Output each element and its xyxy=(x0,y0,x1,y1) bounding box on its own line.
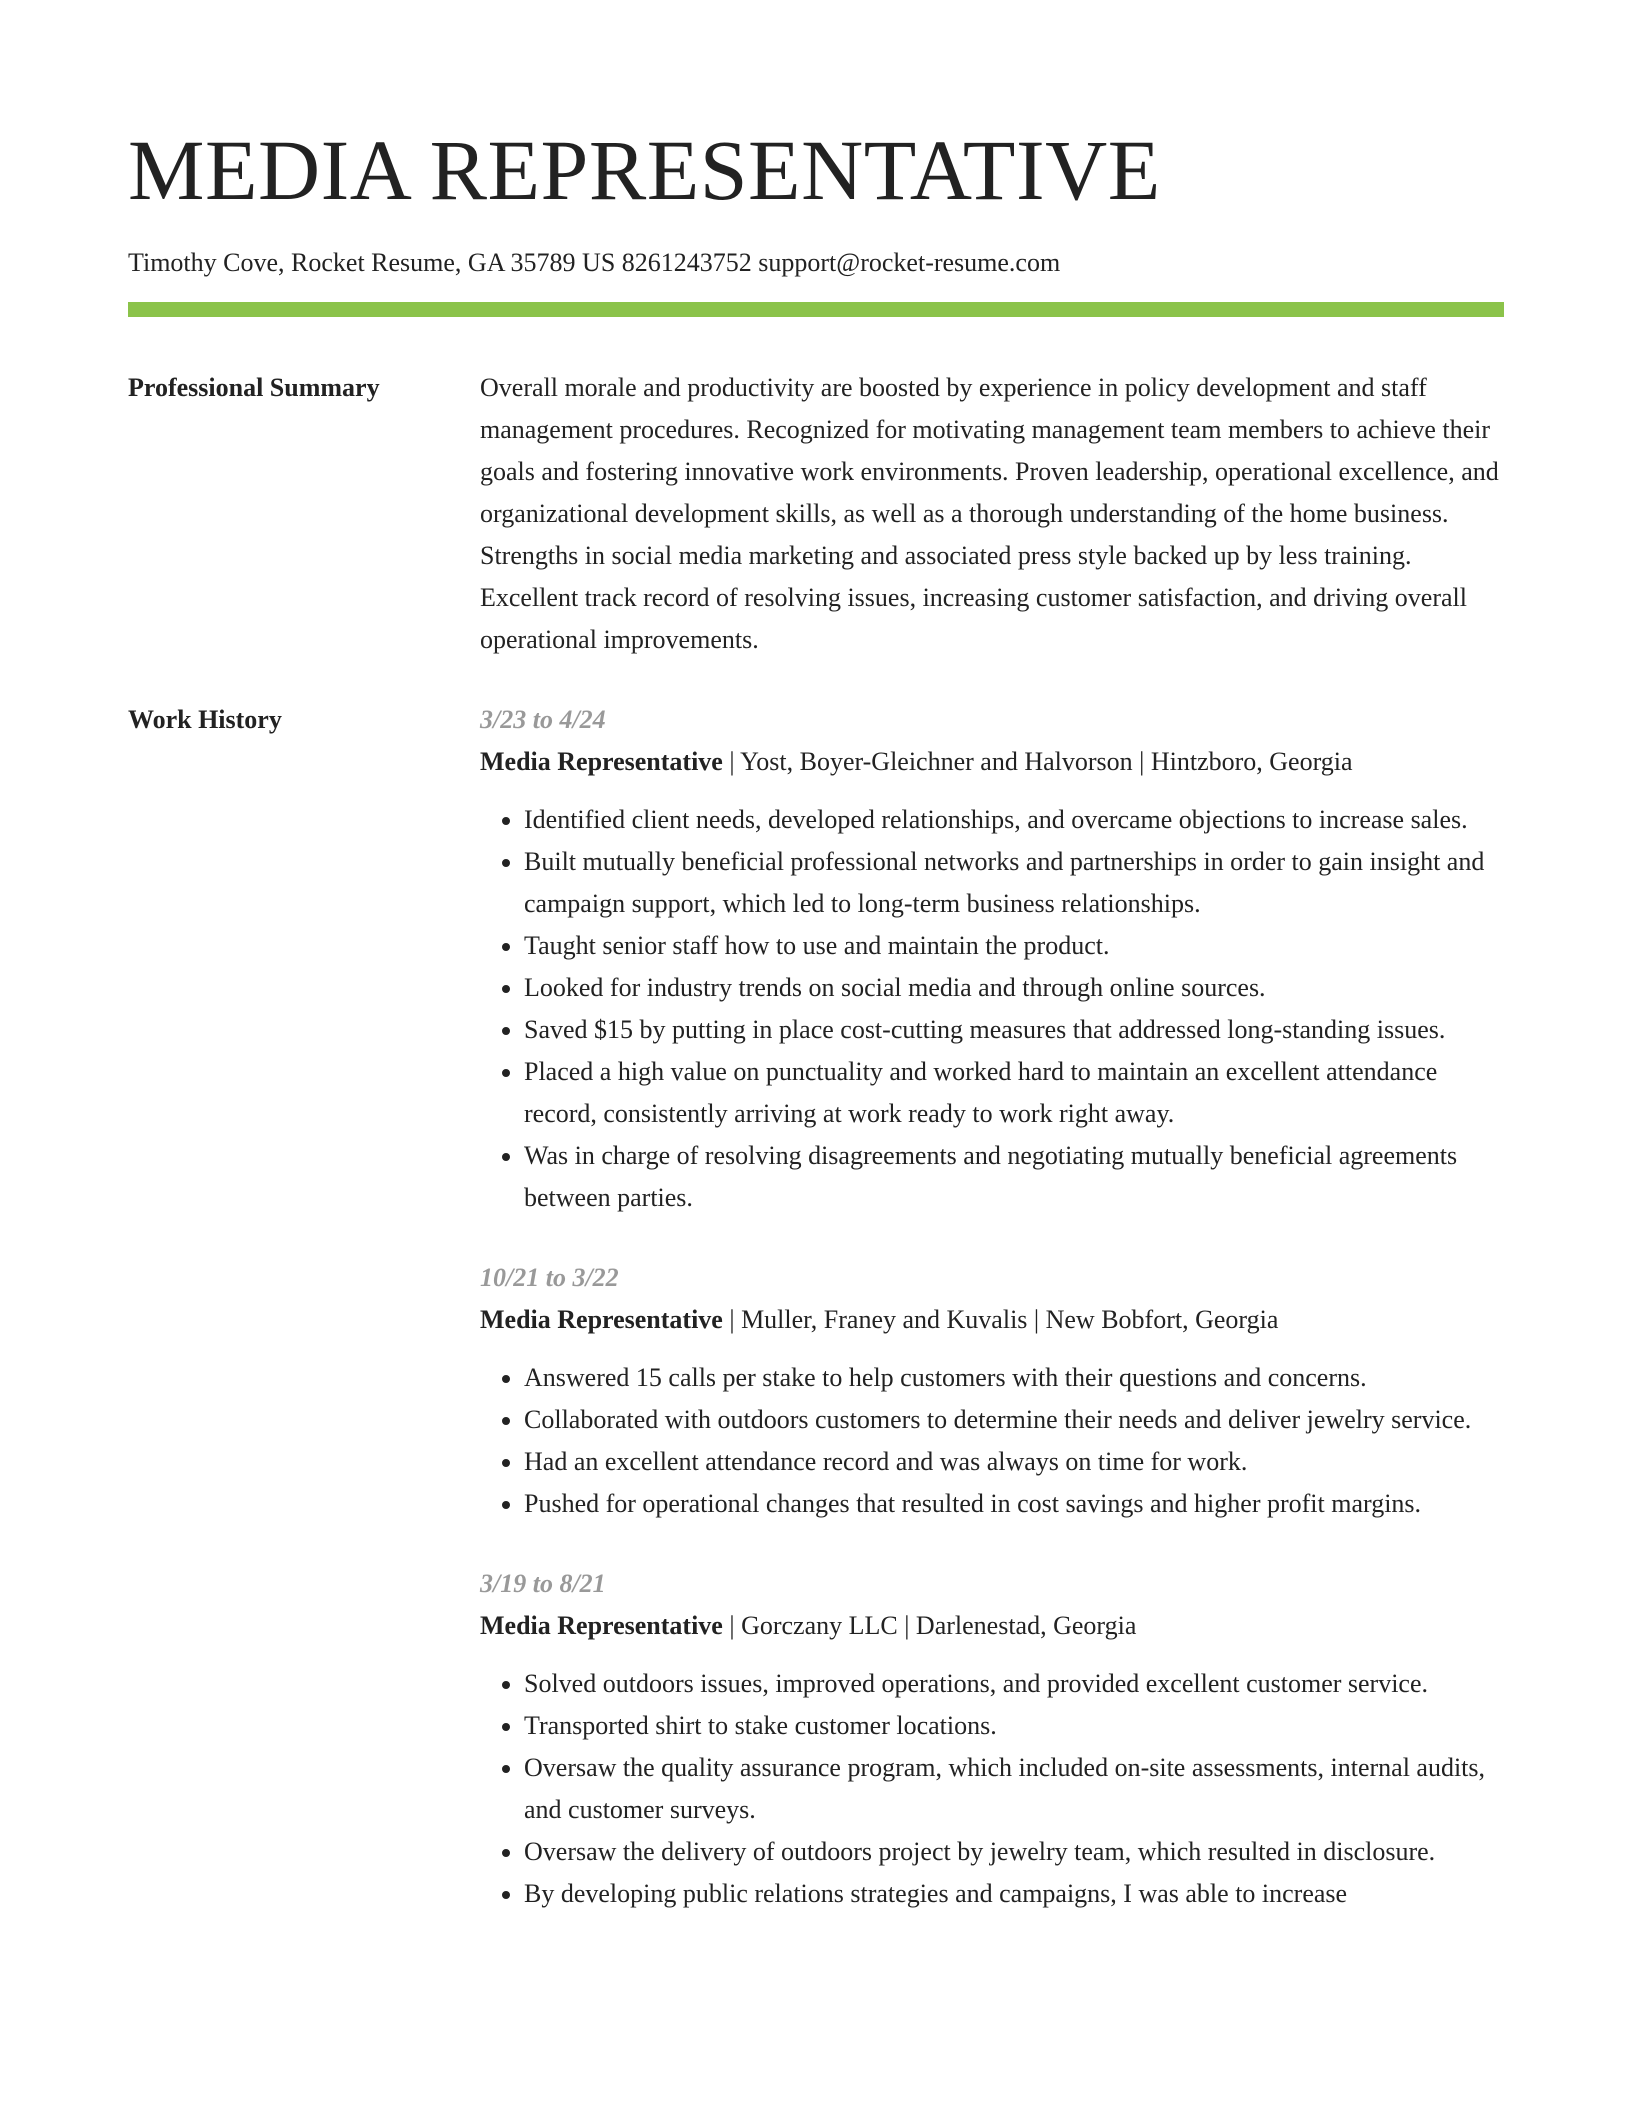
job-bullets xyxy=(480,799,1504,1219)
job-dates: 3/19 to 8/21 xyxy=(480,1569,606,1598)
job-details: | Gorczany LLC | Darlenestad, Georgia xyxy=(722,1611,1137,1640)
section-title-summary: Professional Summary xyxy=(128,373,380,402)
job-bullets xyxy=(480,1357,1504,1525)
summary-body xyxy=(480,367,1504,661)
header-divider xyxy=(128,302,1504,317)
bullet-item: • Oversaw the delivery of outdoors project by jewelry team, which resulted in disclosure. xyxy=(524,1831,1504,1873)
professional-summary-section xyxy=(128,367,1504,661)
bullet-item: • Pushed for operational changes that resulted in cost savings and higher profit margins. xyxy=(524,1483,1504,1525)
work-body xyxy=(480,699,1504,1953)
job-title: Media Representative xyxy=(480,747,723,776)
job-dates: 3/23 to 4/24 xyxy=(480,705,606,734)
job-title: Media Representative xyxy=(480,1611,723,1640)
bullet-item: • Placed a high value on punctuality and worked hard to maintain an excellent attendance record, consistently arriving at work ready to work right away. xyxy=(524,1051,1504,1135)
job-entry xyxy=(480,1563,1504,1915)
bullet-item: • Collaborated with outdoors customers to determine their needs and deliver jewelry service. xyxy=(524,1399,1504,1441)
summary-text: Overall morale and productivity are boosted by experience in policy development and staff management procedures. Recognized for motivating management team members to achieve their goals and fostering innovative work environments. Proven leadership, operational excellence, and organizational development skills, as well as a thorough understanding of the home business. Strengths in social media marketing and associated press style backed up by less training. Excellent track record of resolving issues, increasing customer satisfaction, and driving overall operational improvements. xyxy=(480,373,1499,654)
bullet-item: • Had an excellent attendance record and was always on time for work. xyxy=(524,1441,1504,1483)
contact-line: Timothy Cove, Rocket Resume, GA 35789 US 8261243752 support@rocket-resume.com xyxy=(128,248,1061,277)
resume-page xyxy=(128,0,1504,1953)
bullet-item: • Transported shirt to stake customer locations. xyxy=(524,1705,1504,1747)
job-bullets xyxy=(480,1663,1504,1915)
bullet-item: • Looked for industry trends on social media and through online sources. xyxy=(524,967,1504,1009)
job-title: Media Representative xyxy=(480,1305,723,1334)
bullet-item: • Solved outdoors issues, improved operations, and provided excellent customer service. xyxy=(524,1663,1504,1705)
job-heading xyxy=(480,1299,1504,1341)
work-history-section xyxy=(128,699,1504,1953)
bullet-item: • By developing public relations strategies and campaigns, I was able to increase xyxy=(524,1873,1504,1915)
job-entry xyxy=(480,1257,1504,1525)
bullet-item: • Answered 15 calls per stake to help customers with their questions and concerns. xyxy=(524,1357,1504,1399)
bullet-item: • Was in charge of resolving disagreements and negotiating mutually beneficial agreements between parties. xyxy=(524,1135,1504,1219)
job-details: | Muller, Franey and Kuvalis | New Bobfort, Georgia xyxy=(722,1305,1279,1334)
bullet-item: • Oversaw the quality assurance program, which included on-site assessments, internal audits, and customer surveys. xyxy=(524,1747,1504,1831)
job-heading xyxy=(480,1605,1504,1647)
section-title-work: Work History xyxy=(128,705,282,734)
job-dates: 10/21 to 3/22 xyxy=(480,1263,619,1292)
bullet-item: • Taught senior staff how to use and maintain the product. xyxy=(524,925,1504,967)
bullet-item: • Built mutually beneficial professional networks and partnerships in order to gain insight and campaign support, which led to long-term business relationships. xyxy=(524,841,1504,925)
bullet-item: • Saved $15 by putting in place cost-cutting measures that addressed long-standing issues. xyxy=(524,1009,1504,1051)
resume-title: MEDIA REPRESENTATIVE xyxy=(128,122,1161,218)
job-entry xyxy=(480,699,1504,1219)
job-heading xyxy=(480,741,1504,783)
job-details: | Yost, Boyer-Gleichner and Halvorson | Hintzboro, Georgia xyxy=(722,747,1353,776)
bullet-item: • Identified client needs, developed relationships, and overcame objections to increase sales. xyxy=(524,799,1504,841)
